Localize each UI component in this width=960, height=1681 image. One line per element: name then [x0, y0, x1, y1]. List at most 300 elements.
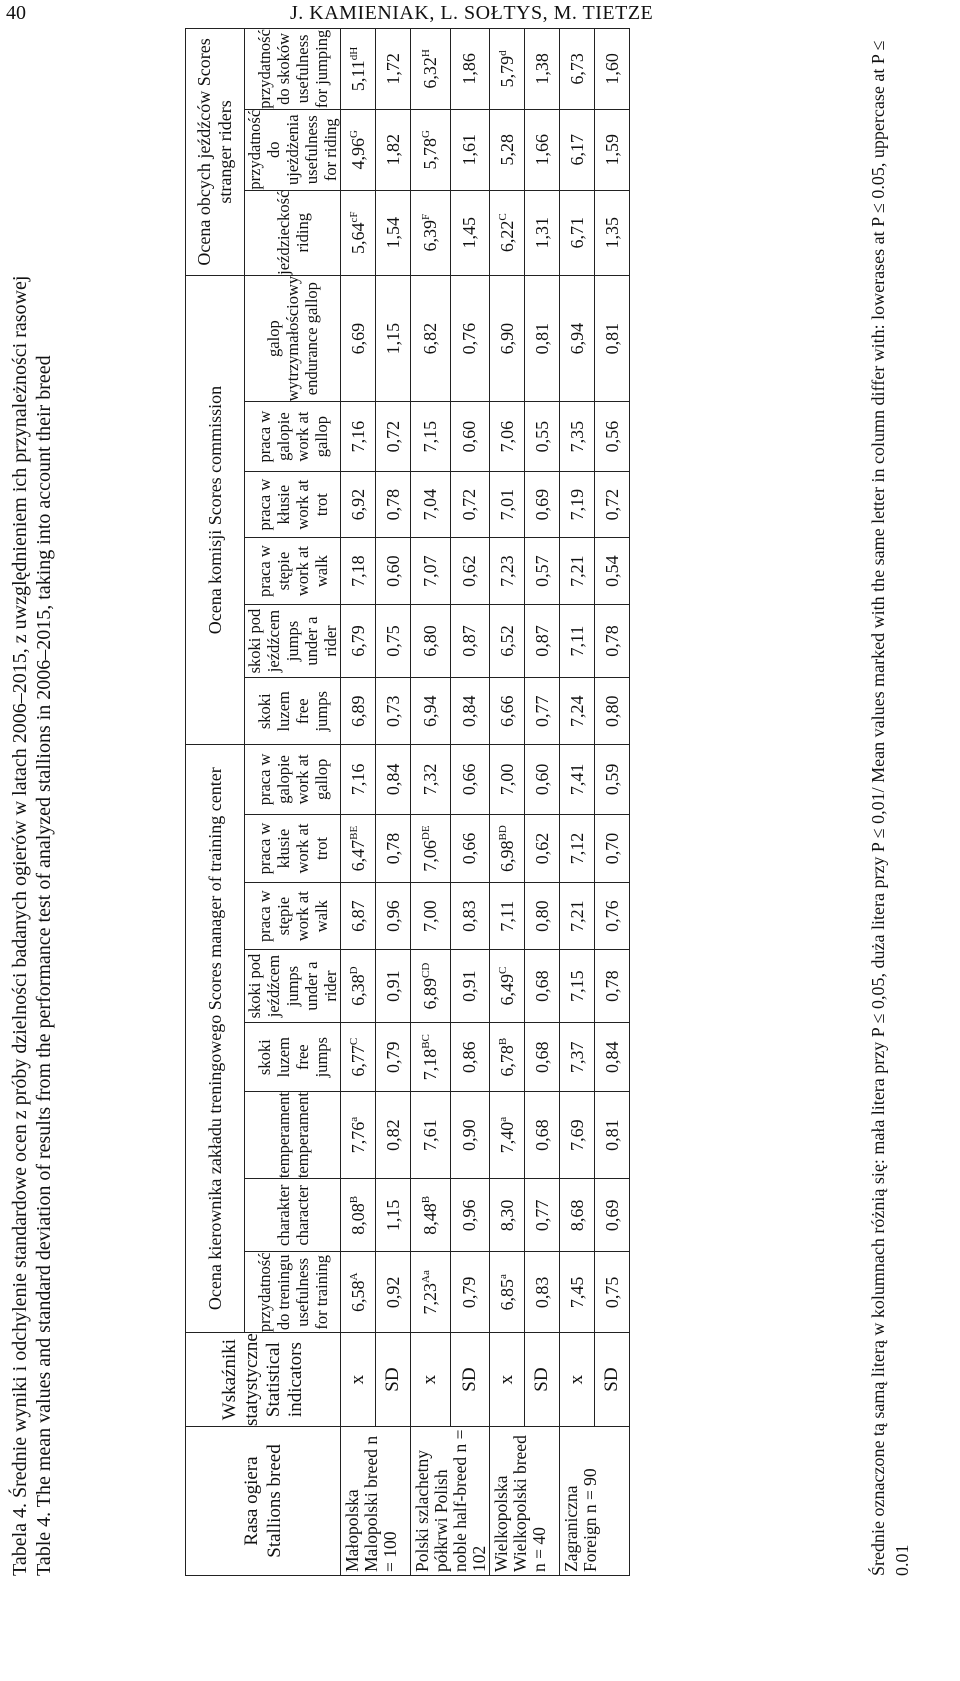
cell-value: 6,71	[566, 216, 587, 249]
stat-cell: SD	[595, 1333, 630, 1427]
cell-value: 0,68	[531, 1119, 552, 1151]
cell-value: 7,41	[566, 763, 587, 796]
cell-value: 6,98	[496, 840, 517, 872]
value-cell	[341, 1179, 376, 1252]
header-breed: Rasa ogiera Stallions breed	[186, 1427, 341, 1576]
value-cell	[595, 402, 630, 471]
significance-letters: Aa	[419, 1270, 432, 1283]
cell-value: 6,85	[496, 1279, 517, 1311]
cell-value: 7,24	[566, 695, 587, 728]
cell-value: 6,47	[347, 839, 368, 872]
cell-value: 0,69	[531, 488, 552, 521]
cell-value: 8,48	[419, 1203, 440, 1235]
value-cell	[560, 883, 595, 949]
cell-value: 0,72	[459, 488, 480, 521]
cell-value: 0,91	[382, 970, 403, 1002]
cell-value: 0,79	[382, 1041, 403, 1073]
cell-value: 0,81	[601, 322, 622, 355]
value-cell	[560, 814, 595, 883]
value-cell	[411, 1252, 451, 1333]
value-cell	[525, 190, 560, 275]
value-cell	[490, 745, 525, 814]
significance-letters: CD	[419, 962, 432, 978]
value-cell	[525, 109, 560, 190]
value-cell	[341, 1252, 376, 1333]
cell-value: 1,60	[601, 53, 622, 85]
cell-value: 6,90	[496, 322, 517, 355]
value-cell	[525, 949, 560, 1023]
value-cell	[490, 29, 525, 110]
cell-value: 7,21	[566, 900, 587, 932]
cell-value: 7,00	[419, 900, 440, 932]
cell-value: 7,12	[566, 832, 587, 865]
value-cell	[525, 1092, 560, 1179]
cell-value: 6,22	[496, 220, 517, 253]
cell-value: 0,96	[459, 1199, 480, 1232]
cell-value: 0,77	[531, 1199, 552, 1232]
cell-value: 6,82	[419, 322, 440, 355]
value-cell	[595, 1092, 630, 1179]
cell-value: 0,78	[382, 832, 403, 865]
table-caption	[8, 26, 56, 1576]
value-cell	[595, 471, 630, 538]
value-cell	[560, 471, 595, 538]
cell-value: 0,91	[459, 970, 480, 1002]
significance-letters: C	[496, 213, 509, 221]
cell-value: 7,00	[496, 763, 517, 796]
value-cell	[525, 678, 560, 745]
stat-cell: x	[341, 1333, 376, 1427]
cell-value: 1,35	[601, 216, 622, 249]
value-cell	[560, 1023, 595, 1092]
table-row	[411, 29, 451, 1576]
value-cell	[525, 814, 560, 883]
value-cell	[376, 814, 411, 883]
cell-value: 7,15	[566, 970, 587, 1002]
cell-value: 0,72	[601, 488, 622, 521]
value-cell	[376, 538, 411, 604]
value-cell	[450, 745, 490, 814]
stat-cell: SD	[525, 1333, 560, 1427]
cell-value: 7,18	[419, 1048, 440, 1081]
value-cell	[525, 1252, 560, 1333]
cell-value: 6,94	[419, 695, 440, 728]
cell-value: 0,80	[531, 900, 552, 932]
value-cell	[450, 275, 490, 402]
value-cell	[376, 190, 411, 275]
cell-value: 6,39	[419, 220, 440, 252]
value-cell	[341, 745, 376, 814]
cell-value: 7,40	[496, 1121, 517, 1154]
cell-value: 0,79	[459, 1276, 480, 1309]
cell-value: 1,38	[531, 53, 552, 85]
cell-value: 5,79	[496, 55, 517, 88]
cell-value: 8,68	[566, 1199, 587, 1232]
value-cell	[376, 1092, 411, 1179]
cell-value: 6,77	[347, 1045, 368, 1077]
cell-value: 5,28	[496, 133, 517, 166]
value-cell	[450, 1023, 490, 1092]
value-cell	[560, 1179, 595, 1252]
header-trait: skoki pod jeźdźcem jumps under a rider	[245, 604, 341, 678]
value-cell	[376, 949, 411, 1023]
cell-value: 8,08	[347, 1203, 368, 1235]
header-trait: skoki luzem free jumps	[245, 1023, 341, 1092]
header-statistics: Wskaźniki statystyczne Statistical indicators	[186, 1333, 341, 1427]
significance-letters: BD	[496, 825, 509, 841]
value-cell	[595, 29, 630, 110]
value-cell	[376, 471, 411, 538]
cell-value: 1,66	[531, 133, 552, 166]
value-cell	[450, 1252, 490, 1333]
value-cell	[450, 538, 490, 604]
table-row	[341, 29, 376, 1576]
cell-value: 1,45	[459, 216, 480, 249]
value-cell	[560, 745, 595, 814]
value-cell	[376, 1023, 411, 1092]
cell-value: 4,96	[347, 137, 368, 170]
value-cell	[490, 471, 525, 538]
value-cell	[525, 883, 560, 949]
cell-value: 7,61	[419, 1119, 440, 1151]
cell-value: 7,35	[566, 420, 587, 453]
value-cell	[490, 604, 525, 678]
value-cell	[341, 109, 376, 190]
header-trait: przydatność do skoków usefulness for jumping	[245, 29, 341, 110]
value-cell	[341, 1092, 376, 1179]
value-cell	[450, 109, 490, 190]
cell-value: 0,78	[382, 488, 403, 521]
value-cell	[376, 402, 411, 471]
value-cell	[376, 1252, 411, 1333]
value-cell	[341, 190, 376, 275]
value-cell	[341, 402, 376, 471]
cell-value: 1,72	[382, 53, 403, 85]
cell-value: 1,15	[382, 322, 403, 355]
header-trait: galop wytrzymałościowy endurance gallop	[245, 275, 341, 402]
value-cell	[595, 275, 630, 402]
cell-value: 0,78	[601, 625, 622, 657]
cell-value: 7,23	[419, 1282, 440, 1315]
value-cell	[595, 538, 630, 604]
value-cell	[341, 883, 376, 949]
value-cell	[595, 1252, 630, 1333]
value-cell	[376, 678, 411, 745]
cell-value: 7,04	[419, 488, 440, 521]
header-stranger-riders: Ocena obcych jeźdźców Scores stranger riders	[186, 29, 245, 276]
header-trait: praca w stępie work at walk	[245, 538, 341, 604]
significance-letters: cF	[347, 211, 360, 223]
cell-value: 0,82	[382, 1119, 403, 1151]
significance-letters: D	[347, 966, 360, 975]
cell-value: 0,54	[601, 555, 622, 587]
cell-value: 7,16	[347, 763, 368, 796]
value-cell	[560, 678, 595, 745]
cell-value: 1,82	[382, 133, 403, 166]
cell-value: 7,07	[419, 555, 440, 587]
header-trait: praca w kłusie work at trot	[245, 814, 341, 883]
value-cell	[490, 678, 525, 745]
results-table	[185, 28, 630, 1576]
value-cell	[450, 402, 490, 471]
value-cell	[450, 29, 490, 110]
value-cell	[525, 1023, 560, 1092]
value-cell	[490, 1179, 525, 1252]
running-head-authors: J. KAMIENIAK, L. SOŁTYS, M. TIETZE	[290, 2, 654, 24]
header-trait: praca w galopie work at gallop	[245, 745, 341, 814]
table-row	[450, 29, 490, 1576]
value-cell	[560, 604, 595, 678]
cell-value: 0,84	[459, 695, 480, 728]
significance-letters: G	[347, 129, 360, 138]
value-cell	[411, 1179, 451, 1252]
cell-value: 0,68	[531, 1041, 552, 1073]
cell-value: 6,69	[347, 322, 368, 355]
cell-value: 1,31	[531, 216, 552, 249]
value-cell	[490, 538, 525, 604]
cell-value: 0,77	[531, 695, 552, 728]
cell-value: 0,90	[459, 1119, 480, 1151]
cell-value: 0,68	[531, 970, 552, 1002]
value-cell	[411, 275, 451, 402]
value-cell	[525, 471, 560, 538]
value-cell	[376, 1179, 411, 1252]
cell-value: 6,94	[566, 322, 587, 355]
cell-value: 0,84	[382, 763, 403, 796]
value-cell	[560, 538, 595, 604]
value-cell	[411, 402, 451, 471]
cell-value: 0,81	[601, 1119, 622, 1151]
header-trait: jeździeckość riding	[245, 190, 341, 275]
value-cell	[525, 745, 560, 814]
header-training-manager: Ocena kierownika zakładu treningowego Scores manager of training center	[186, 745, 245, 1333]
value-cell	[341, 678, 376, 745]
cell-value: 7,11	[496, 900, 517, 932]
breed-cell: Polski szlachetny półkrwi Polish noble half-breed n = 102	[411, 1427, 490, 1576]
table-row	[560, 29, 595, 1576]
value-cell	[490, 190, 525, 275]
value-cell	[595, 109, 630, 190]
stat-cell: SD	[376, 1333, 411, 1427]
table-row	[595, 29, 630, 1576]
cell-value: 6,38	[347, 974, 368, 1006]
cell-value: 0,55	[531, 420, 552, 453]
significance-letters: B	[496, 1037, 509, 1046]
header-trait: przydatność do treningu usefulness for training	[245, 1252, 341, 1333]
cell-value: 6,17	[566, 133, 587, 166]
cell-value: 0,66	[459, 832, 480, 865]
cell-value: 6,89	[347, 695, 368, 728]
value-cell	[525, 1179, 560, 1252]
value-cell	[341, 1023, 376, 1092]
value-cell	[525, 275, 560, 402]
table-row	[525, 29, 560, 1576]
cell-value: 7,37	[566, 1041, 587, 1073]
value-cell	[490, 275, 525, 402]
value-cell	[525, 402, 560, 471]
header-commission: Ocena komisji Scores commission	[186, 275, 245, 744]
header-trait: skoki luzem free jumps	[245, 678, 341, 745]
breed-cell: Małopolska Malopolski breed n = 100	[341, 1427, 411, 1576]
value-cell	[595, 745, 630, 814]
cell-value: 0,76	[459, 322, 480, 355]
cell-value: 1,61	[459, 133, 480, 166]
cell-value: 6,66	[496, 695, 517, 728]
value-cell	[411, 814, 451, 883]
cell-value: 0,62	[531, 832, 552, 865]
value-cell	[490, 109, 525, 190]
cell-value: 0,76	[601, 900, 622, 932]
significance-letters: F	[419, 213, 432, 221]
significance-letters: a	[496, 1274, 509, 1279]
value-cell	[411, 678, 451, 745]
cell-value: 5,78	[419, 137, 440, 170]
cell-value: 0,60	[459, 420, 480, 453]
value-cell	[595, 949, 630, 1023]
cell-value: 7,11	[566, 625, 587, 657]
value-cell	[560, 949, 595, 1023]
value-cell	[341, 471, 376, 538]
page-number: 40	[6, 2, 26, 24]
value-cell	[411, 1023, 451, 1092]
cell-value: 0,72	[382, 420, 403, 453]
value-cell	[450, 471, 490, 538]
value-cell	[376, 745, 411, 814]
cell-value: 8,30	[496, 1199, 517, 1232]
cell-value: 0,96	[382, 900, 403, 932]
value-cell	[341, 29, 376, 110]
value-cell	[595, 1179, 630, 1252]
value-cell	[490, 402, 525, 471]
header-trait: temperament temperament	[245, 1092, 341, 1179]
value-cell	[450, 678, 490, 745]
value-cell	[450, 814, 490, 883]
significance-letters: a	[496, 1116, 509, 1122]
value-cell	[560, 190, 595, 275]
table-row	[490, 29, 525, 1576]
cell-value: 5,64	[347, 222, 368, 254]
significance-letters: d	[496, 50, 509, 56]
stat-cell: SD	[450, 1333, 490, 1427]
value-cell	[595, 1023, 630, 1092]
cell-value: 6,73	[566, 53, 587, 85]
value-cell	[411, 471, 451, 538]
value-cell	[450, 190, 490, 275]
value-cell	[560, 1092, 595, 1179]
breed-cell: Wielkopolska Wielkopolski breed n = 40	[490, 1427, 560, 1576]
cell-value: 6,32	[419, 57, 440, 89]
cell-value: 7,16	[347, 420, 368, 453]
cell-value: 0,62	[459, 555, 480, 587]
cell-value: 0,66	[459, 763, 480, 796]
cell-value: 0,75	[382, 625, 403, 657]
significance-letters: A	[347, 1272, 360, 1281]
cell-value: 7,45	[566, 1276, 587, 1309]
value-cell	[341, 814, 376, 883]
cell-value: 7,01	[496, 488, 517, 521]
value-cell	[376, 29, 411, 110]
value-cell	[595, 814, 630, 883]
value-cell	[450, 604, 490, 678]
value-cell	[341, 949, 376, 1023]
cell-value: 6,89	[419, 977, 440, 1010]
significance-letters: B	[347, 1195, 360, 1204]
value-cell	[450, 1179, 490, 1252]
cell-value: 7,06	[419, 840, 440, 872]
cell-value: 7,76	[347, 1121, 368, 1154]
cell-value: 6,49	[496, 974, 517, 1006]
cell-value: 7,21	[566, 555, 587, 587]
cell-value: 7,69	[566, 1119, 587, 1151]
significance-letters: dH	[347, 46, 360, 61]
cell-value: 0,60	[382, 555, 403, 587]
stat-cell: x	[411, 1333, 451, 1427]
value-cell	[411, 190, 451, 275]
value-cell	[341, 275, 376, 402]
value-cell	[411, 538, 451, 604]
value-cell	[411, 29, 451, 110]
cell-value: 0,84	[601, 1041, 622, 1073]
value-cell	[490, 1023, 525, 1092]
significance-letters: B	[419, 1195, 432, 1204]
cell-value: 0,70	[601, 832, 622, 865]
cell-value: 6,80	[419, 625, 440, 657]
value-cell	[490, 814, 525, 883]
value-cell	[411, 949, 451, 1023]
cell-value: 0,92	[382, 1276, 403, 1309]
value-cell	[411, 883, 451, 949]
value-cell	[341, 538, 376, 604]
value-cell	[411, 745, 451, 814]
value-cell	[376, 109, 411, 190]
value-cell	[490, 1092, 525, 1179]
table-footnote: Średnie oznaczone tą samą literą w kolumnach różnią się: mała litera przy P ≤ 0,05, duża litera przy P ≤ 0,01/ Mean values marked with the same letter in column differ with: lowerases at P ≤ 0.05, uppercase at P ≤ 0.01	[868, 40, 912, 1576]
cell-value: 6,58	[347, 1280, 368, 1313]
cell-value: 7,23	[496, 555, 517, 587]
significance-letters: H	[419, 49, 432, 58]
significance-letters: DE	[419, 825, 432, 841]
significance-letters: C	[347, 1037, 360, 1046]
value-cell	[595, 190, 630, 275]
significance-letters: BE	[347, 825, 360, 840]
value-cell	[490, 883, 525, 949]
cell-value: 6,78	[496, 1045, 517, 1077]
cell-value: 0,59	[601, 763, 622, 796]
header-trait: praca w galopie work at gallop	[245, 402, 341, 471]
significance-letters: G	[419, 129, 432, 138]
cell-value: 0,75	[601, 1276, 622, 1309]
value-cell	[560, 29, 595, 110]
cell-value: 6,52	[496, 625, 517, 657]
cell-value: 5,11	[347, 60, 368, 92]
cell-value: 7,15	[419, 420, 440, 453]
header-trait: praca w stępie work at walk	[245, 883, 341, 949]
breed-cell: Zagraniczna Foreign n = 90	[560, 1427, 630, 1576]
value-cell	[341, 604, 376, 678]
cell-value: 0,60	[531, 763, 552, 796]
value-cell	[560, 109, 595, 190]
stat-cell: x	[490, 1333, 525, 1427]
table-row	[376, 29, 411, 1576]
value-cell	[490, 1252, 525, 1333]
cell-value: 0,80	[601, 695, 622, 728]
significance-letters: BC	[419, 1034, 432, 1049]
value-cell	[490, 949, 525, 1023]
cell-value: 1,54	[382, 216, 403, 249]
value-cell	[525, 538, 560, 604]
cell-value: 0,87	[459, 625, 480, 657]
value-cell	[450, 1092, 490, 1179]
